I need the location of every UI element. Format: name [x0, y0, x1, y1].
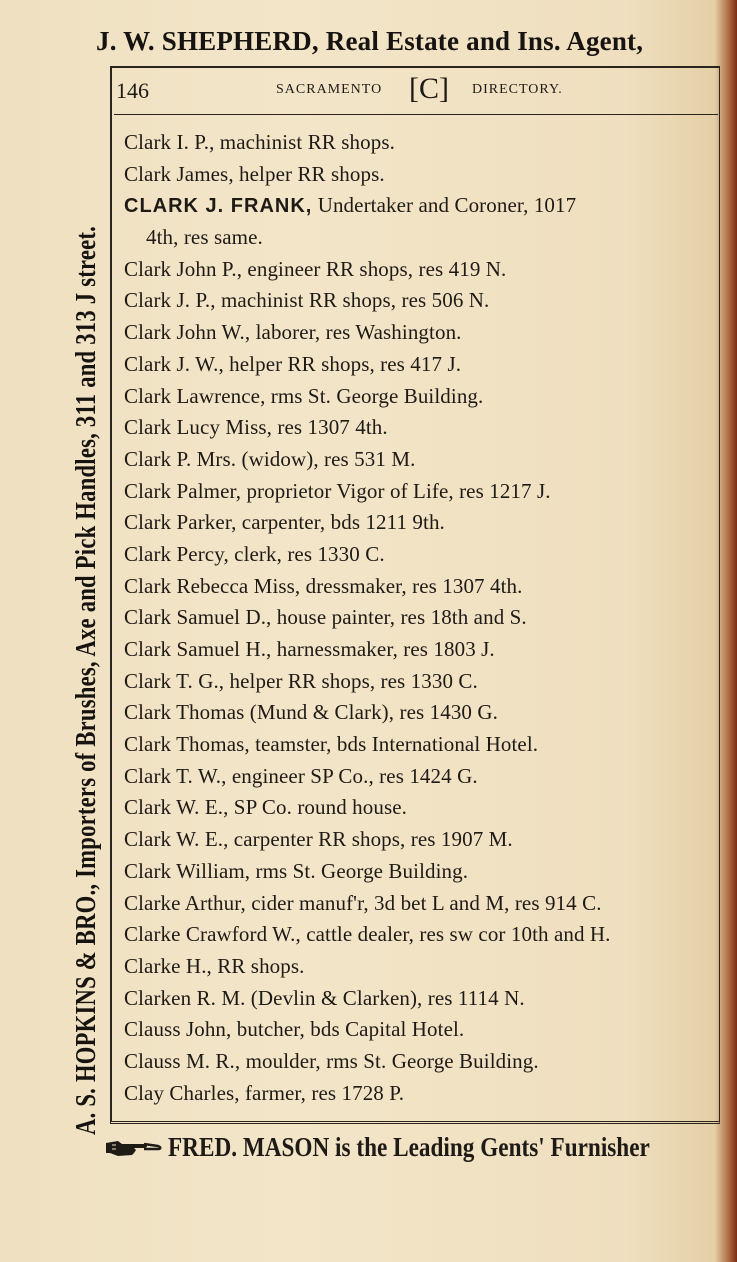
- entry-text: Clark J. W., helper RR shops, res 417 J.: [124, 351, 462, 376]
- directory-entry: [124, 634, 718, 666]
- directory-entry: [124, 983, 718, 1015]
- directory-entry: [124, 222, 718, 254]
- directory-entry: [124, 824, 718, 856]
- entry-bold-name: CLARK J. FRANK,: [124, 195, 313, 218]
- entry-text: Clark P. Mrs. (widow), res 531 M.: [124, 446, 416, 471]
- directory-entry: [124, 476, 718, 508]
- entry-text: Clauss M. R., moulder, rms St. George Building.: [124, 1048, 539, 1073]
- directory-entry: [124, 127, 718, 159]
- entry-text: Clark Rebecca Miss, dressmaker, res 1307 4th.: [124, 573, 523, 598]
- entry-text: 4th, res same.: [146, 225, 263, 250]
- directory-entry: [124, 412, 718, 444]
- running-head-city: SACRAMENTO: [276, 82, 383, 97]
- footer-advertisement-text: FRED. MASON is the Leading Gents' Furnisher: [168, 1132, 650, 1162]
- entry-text: Clark Samuel D., house painter, res 18th and S.: [124, 605, 527, 630]
- entry-text: Clarke H., RR shops.: [124, 953, 305, 978]
- directory-entry: [124, 444, 718, 476]
- directory-entry: [124, 1046, 718, 1078]
- directory-entry: [124, 761, 718, 793]
- entry-text: Clark Percy, clerk, res 1330 C.: [124, 541, 385, 566]
- entry-text: Clark Samuel H., harnessmaker, res 1803 J.: [124, 637, 495, 661]
- directory-entry: [124, 792, 718, 824]
- entry-text: Clark William, rms St. George Building.: [124, 858, 469, 883]
- entry-text: Clark Thomas (Mund & Clark), res 1430 G.: [124, 700, 498, 725]
- entry-text: Clark I. P., machinist RR shops.: [124, 130, 395, 154]
- directory-entry: [124, 507, 718, 539]
- directory-entry: [124, 697, 718, 729]
- header-rule: [114, 114, 718, 115]
- pointing-hand-icon: [104, 1137, 162, 1159]
- entry-text: Clark Parker, carpenter, bds 1211 9th.: [124, 510, 445, 535]
- running-head-section-letter: [C]: [409, 72, 449, 105]
- directory-entry: [124, 1078, 718, 1110]
- running-head-title: DIRECTORY.: [472, 82, 563, 97]
- entry-text: Clark James, helper RR shops.: [124, 161, 385, 186]
- running-head: [114, 74, 714, 110]
- entry-text: Clarke Arthur, cider manuf'r, 3d bet L and M, res 914 C.: [124, 890, 602, 915]
- directory-entry: [124, 1014, 718, 1046]
- directory-entry: [124, 666, 718, 698]
- entry-text: Clauss John, butcher, bds Capital Hotel.: [124, 1017, 465, 1042]
- page-number: 146: [116, 78, 149, 103]
- entry-text: Clarke Crawford W., cattle dealer, res sw cor 10th and H.: [124, 922, 611, 947]
- directory-entry: [124, 888, 718, 920]
- entry-text: Clark John P., engineer RR shops, res 419 N.: [124, 256, 507, 281]
- entry-text: Clay Charles, farmer, res 1728 P.: [124, 1080, 405, 1105]
- entry-text: Clark Thomas, teamster, bds International Hotel.: [124, 732, 539, 757]
- directory-entries: [124, 127, 718, 1109]
- entry-text: Clark W. E., SP Co. round house.: [124, 795, 408, 820]
- side-advertisement-banner: A. S. HOPKINS & BRO., Importers of Brushes, Axe and Pick Handles, 311 and 313 J street.: [70, 225, 102, 1135]
- entry-text: Clark J. P., machinist RR shops, res 506 N.: [124, 288, 490, 313]
- entry-text: Undertaker and Coroner, 1017: [312, 193, 577, 218]
- directory-entry: [124, 729, 718, 761]
- entry-text: Clark W. E., carpenter RR shops, res 1907 M.: [124, 827, 513, 852]
- directory-entry: [124, 254, 718, 286]
- entry-text: Clark Lucy Miss, res 1307 4th.: [124, 415, 388, 440]
- entry-text: Clarken R. M. (Devlin & Clarken), res 1114 N.: [124, 985, 525, 1010]
- directory-entry: [124, 602, 718, 634]
- entry-text: Clark John W., laborer, res Washington.: [124, 320, 462, 345]
- directory-entry: [124, 349, 718, 381]
- side-advertisement-wrapper: [70, 65, 110, 1135]
- footer-advertisement-banner: [104, 1132, 726, 1172]
- directory-entry: [124, 856, 718, 888]
- entry-text: Clark T. W., engineer SP Co., res 1424 G.: [124, 763, 478, 788]
- directory-entry: [124, 951, 718, 983]
- directory-entry: [124, 317, 718, 349]
- entry-text: Clark T. G., helper RR shops, res 1330 C.: [124, 668, 478, 693]
- entry-text: Clark Palmer, proprietor Vigor of Life, res 1217 J.: [124, 478, 551, 503]
- directory-entry: [124, 571, 718, 603]
- directory-entry: [124, 190, 718, 222]
- directory-entry: [124, 159, 718, 191]
- top-advertisement-banner: J. W. SHEPHERD, Real Estate and Ins. Agent,: [96, 26, 644, 56]
- entry-text: Clark Lawrence, rms St. George Building.: [124, 383, 484, 408]
- directory-entry: [124, 285, 718, 317]
- directory-entry: [124, 919, 718, 951]
- directory-entry: [124, 539, 718, 571]
- directory-entry: [124, 381, 718, 413]
